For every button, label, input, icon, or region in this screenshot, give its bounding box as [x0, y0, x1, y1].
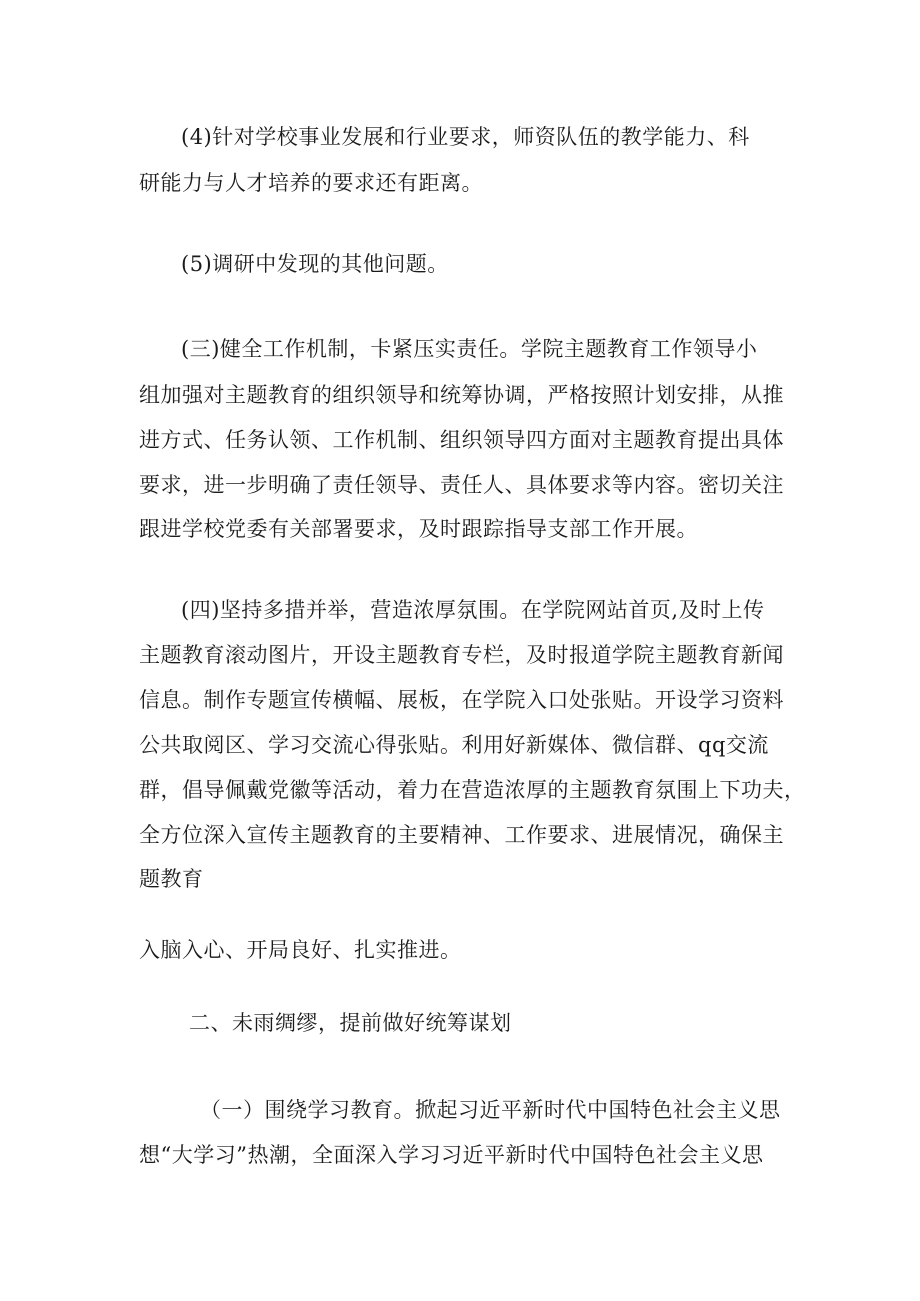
paragraph-yi-line-2: 想“大学习”热潮，全面深入学习习近平新时代中国特色社会主义思 — [139, 1143, 764, 1167]
paragraph-si-line-7: 题教育 — [139, 867, 204, 891]
paragraph-san-line-3: 进方式、任务认领、工作机制、组织领导四方面对主题教育提出具体 — [139, 428, 784, 452]
paragraph-san-line-1: (三)健全工作机制，卡紧压实责任。学院主题教育工作领导小 — [181, 337, 758, 361]
paragraph-si-line-6: 全方位深入宣传主题教育的主要精神、工作要求、进展情况，确保主 — [139, 823, 784, 847]
section-heading-two: 二、未雨绸缪，提前做好统筹谋划 — [189, 1011, 512, 1035]
paragraph-si-line-4: 公共取阅区、学习交流心得张贴。利用好新媒体、微信群、qq交流 — [139, 733, 769, 757]
paragraph-continuation: 入脑入心、开局良好、扎实推进。 — [139, 938, 462, 962]
paragraph-san-line-2: 组加强对主题教育的组织领导和统筹协调，严格按照计划安排，从推 — [139, 383, 784, 407]
paragraph-4-line-1: (4)针对学校事业发展和行业要求，师资队伍的教学能力、科 — [181, 125, 750, 149]
paragraph-4-line-2: 研能力与人才培养的要求还有距离。 — [139, 171, 483, 195]
paragraph-yi-line-1: （一）围绕学习教育。掀起习近平新时代中国特色社会主义思 — [200, 1098, 781, 1122]
paragraph-si-line-3: 信息。制作专题宣传横幅、展板，在学院入口处张贴。开设学习资料 — [139, 688, 784, 712]
paragraph-si-line-2: 主题教育滚动图片，开设主题教育专栏，及时报道学院主题教育新闻 — [139, 643, 784, 667]
paragraph-si-line-1: (四)坚持多措并举，营造浓厚氛围。在学院网站首页,及时上传 — [181, 598, 765, 622]
paragraph-san-line-4: 要求，进一步明确了责任领导、责任人、具体要求等内容。密切关注 — [139, 473, 784, 497]
paragraph-si-line-5: 群，倡导佩戴党徽等活动，着力在营造浓厚的主题教育氛围上下功夫， — [139, 778, 806, 802]
paragraph-san-line-5: 跟进学校党委有关部署要求，及时跟踪指导支部工作开展。 — [139, 517, 698, 541]
paragraph-5-line-1: (5)调研中发现的其他问题。 — [181, 252, 449, 276]
